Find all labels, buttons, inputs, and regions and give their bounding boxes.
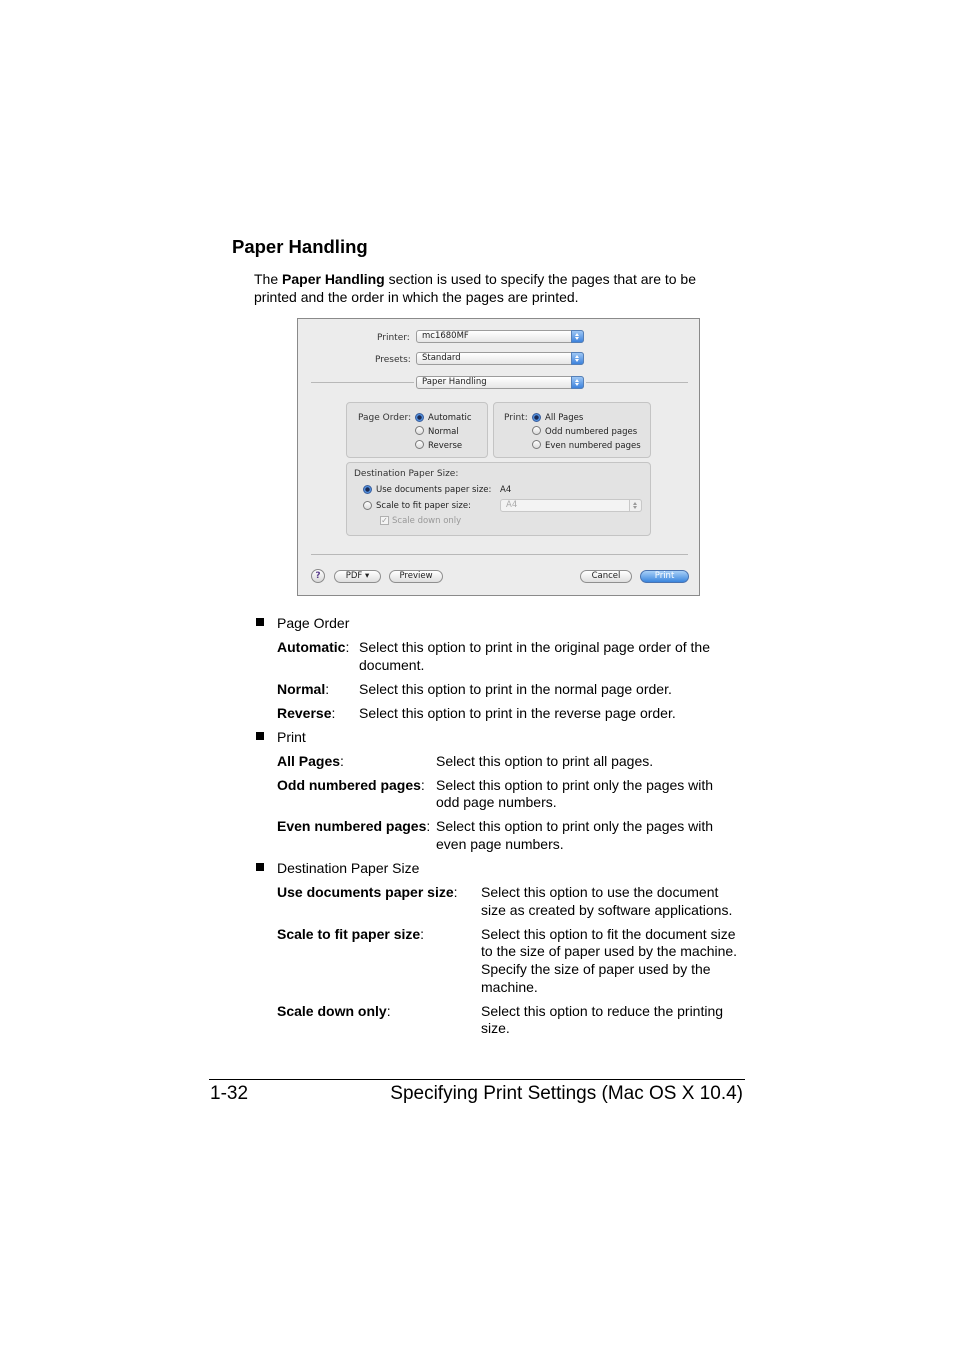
radio-automatic[interactable]	[415, 413, 424, 422]
page-order-label: Page Order:	[358, 413, 412, 423]
intro-post: section is used to specify the pages that are to be printed and the order in which the pages are printed.	[254, 271, 697, 305]
dest-title: Destination Paper Size	[277, 860, 420, 876]
radio-all-pages-label: All Pages	[545, 413, 584, 423]
desc-odd-pages-2: odd page numbers.	[436, 794, 557, 810]
term-automatic: Automatic:	[277, 639, 350, 655]
popup-arrows-icon	[571, 352, 584, 365]
term-normal: Normal:	[277, 681, 330, 697]
preview-button[interactable]: Preview	[389, 570, 443, 583]
desc-all-pages: Select this option to print all pages.	[436, 753, 654, 769]
radio-use-doc-size-label: Use documents paper size:	[376, 485, 492, 495]
radio-scale-fit[interactable]	[363, 501, 372, 510]
printer-popup[interactable]	[416, 330, 584, 343]
section-heading: Paper Handling	[232, 236, 368, 257]
radio-reverse-label: Reverse	[428, 441, 463, 451]
radio-scale-fit-label: Scale to fit paper size:	[376, 501, 471, 511]
bullet-square-icon	[256, 732, 264, 740]
term-even-pages: Even numbered pages:	[277, 818, 431, 834]
scale-fit-popup[interactable]	[500, 499, 642, 512]
presets-popup[interactable]	[416, 352, 584, 365]
print-dialog	[297, 318, 700, 596]
separator-line	[311, 554, 688, 555]
popup-arrows-icon	[629, 499, 642, 512]
radio-odd-pages[interactable]	[532, 426, 541, 435]
page-order-title: Page Order	[277, 615, 350, 631]
presets-value: Standard	[422, 353, 461, 363]
desc-scale-fit-2: to the size of paper used by the machine.	[481, 943, 738, 959]
desc-automatic-2: document.	[359, 657, 425, 673]
footer-title: Specifying Print Settings (Mac OS X 10.4)	[390, 1083, 743, 1104]
desc-scale-fit-3: Specify the size of paper used by the	[481, 961, 711, 977]
term-all-pages: All Pages:	[277, 753, 344, 769]
term-scale-fit: Scale to fit paper size:	[277, 926, 425, 942]
panel-popup[interactable]	[416, 376, 584, 389]
desc-use-doc-size-2: size as created by software applications.	[481, 902, 733, 918]
intro-bold: Paper Handling	[282, 271, 385, 287]
desc-automatic-1: Select this option to print in the original page order of the	[359, 639, 710, 655]
bullet-square-icon	[256, 618, 264, 626]
desc-odd-pages-1: Select this option to print only the pages with	[436, 777, 714, 793]
desc-scale-fit-1: Select this option to fit the document size	[481, 926, 736, 942]
print-title: Print	[277, 729, 306, 745]
desc-reverse: Select this option to print in the reverse page order.	[359, 705, 676, 721]
help-button[interactable]: ?	[311, 569, 325, 583]
printer-label: Printer:	[377, 333, 410, 343]
separator-line	[586, 382, 688, 383]
term-scale-down: Scale down only:	[277, 1003, 391, 1019]
desc-scale-down-2: size.	[481, 1020, 510, 1036]
desc-scale-fit-4: machine.	[481, 979, 538, 995]
radio-automatic-label: Automatic	[428, 413, 472, 423]
radio-even-pages[interactable]	[532, 440, 541, 449]
dest-paper-label: Destination Paper Size:	[354, 469, 459, 479]
radio-even-pages-label: Even numbered pages	[545, 441, 641, 451]
footer-rule	[209, 1079, 745, 1080]
popup-arrows-icon	[571, 376, 584, 389]
radio-all-pages[interactable]	[532, 413, 541, 422]
print-label: Print:	[504, 413, 528, 423]
radio-use-doc-size[interactable]	[363, 485, 372, 494]
panel-value: Paper Handling	[422, 377, 487, 387]
scale-down-checkbox[interactable]: ✓	[381, 516, 388, 525]
page-number: 1-32	[210, 1083, 249, 1104]
presets-label: Presets:	[375, 355, 411, 365]
scale-down-label: Scale down only	[392, 516, 462, 526]
popup-arrows-icon	[571, 330, 584, 343]
term-reverse: Reverse:	[277, 705, 336, 721]
use-doc-size-value: A4	[500, 485, 512, 495]
desc-normal: Select this option to print in the normal page order.	[359, 681, 672, 697]
radio-normal[interactable]	[415, 426, 424, 435]
radio-reverse[interactable]	[415, 440, 424, 449]
intro-pre: The	[254, 271, 283, 287]
bullet-square-icon	[256, 863, 264, 871]
scale-fit-value: A4	[506, 500, 518, 510]
printer-value: mc1680MF	[422, 331, 469, 341]
intro-paragraph	[254, 270, 724, 306]
cancel-button[interactable]: Cancel	[580, 570, 632, 583]
desc-use-doc-size-1: Select this option to use the document	[481, 884, 719, 900]
desc-even-pages-2: even page numbers.	[436, 836, 564, 852]
radio-normal-label: Normal	[428, 427, 459, 437]
term-use-doc-size: Use documents paper size:	[277, 884, 458, 900]
pdf-button[interactable]: PDF ▾	[334, 570, 381, 583]
desc-scale-down-1: Select this option to reduce the printing	[481, 1003, 724, 1019]
term-odd-pages: Odd numbered pages:	[277, 777, 425, 793]
print-button[interactable]: Print	[640, 570, 689, 583]
radio-odd-pages-label: Odd numbered pages	[545, 427, 638, 437]
separator-line	[311, 382, 414, 383]
desc-even-pages-1: Select this option to print only the pages with	[436, 818, 714, 834]
